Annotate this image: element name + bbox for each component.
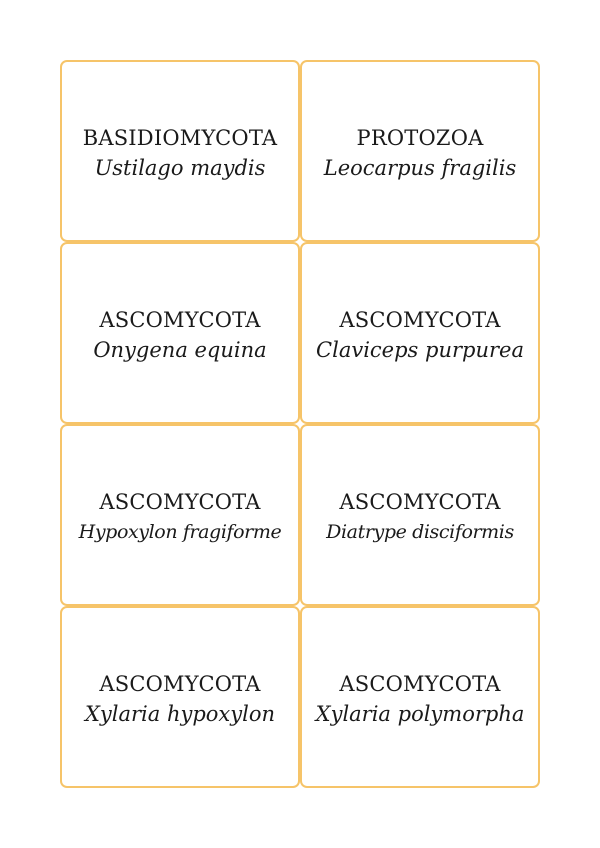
species-card xyxy=(300,424,540,606)
phylum-label: ASCOMYCOTA xyxy=(99,308,261,332)
species-name: Xylaria hypoxylon xyxy=(84,702,276,726)
species-card xyxy=(300,242,540,424)
species-card xyxy=(60,606,300,788)
phylum-label: ASCOMYCOTA xyxy=(99,490,261,514)
phylum-label: BASIDIOMYCOTA xyxy=(82,126,278,150)
species-card xyxy=(60,424,300,606)
species-card xyxy=(300,606,540,788)
species-name: Claviceps purpurea xyxy=(316,338,524,362)
species-card xyxy=(60,60,300,242)
phylum-label: ASCOMYCOTA xyxy=(339,308,501,332)
species-name: Leocarpus fragilis xyxy=(323,156,517,180)
species-card xyxy=(300,60,540,242)
species-name: Hypoxylon fragiforme xyxy=(78,521,282,543)
species-card xyxy=(60,242,300,424)
phylum-label: ASCOMYCOTA xyxy=(99,672,261,696)
phylum-label: ASCOMYCOTA xyxy=(339,490,501,514)
phylum-label: ASCOMYCOTA xyxy=(339,672,501,696)
species-name: Onygena equina xyxy=(93,338,267,362)
species-name: Ustilago maydis xyxy=(94,156,266,180)
card-grid xyxy=(60,60,540,788)
phylum-label: PROTOZOA xyxy=(356,126,484,150)
species-name: Diatrype disciformis xyxy=(326,521,514,543)
species-name: Xylaria polymorpha xyxy=(315,702,525,726)
